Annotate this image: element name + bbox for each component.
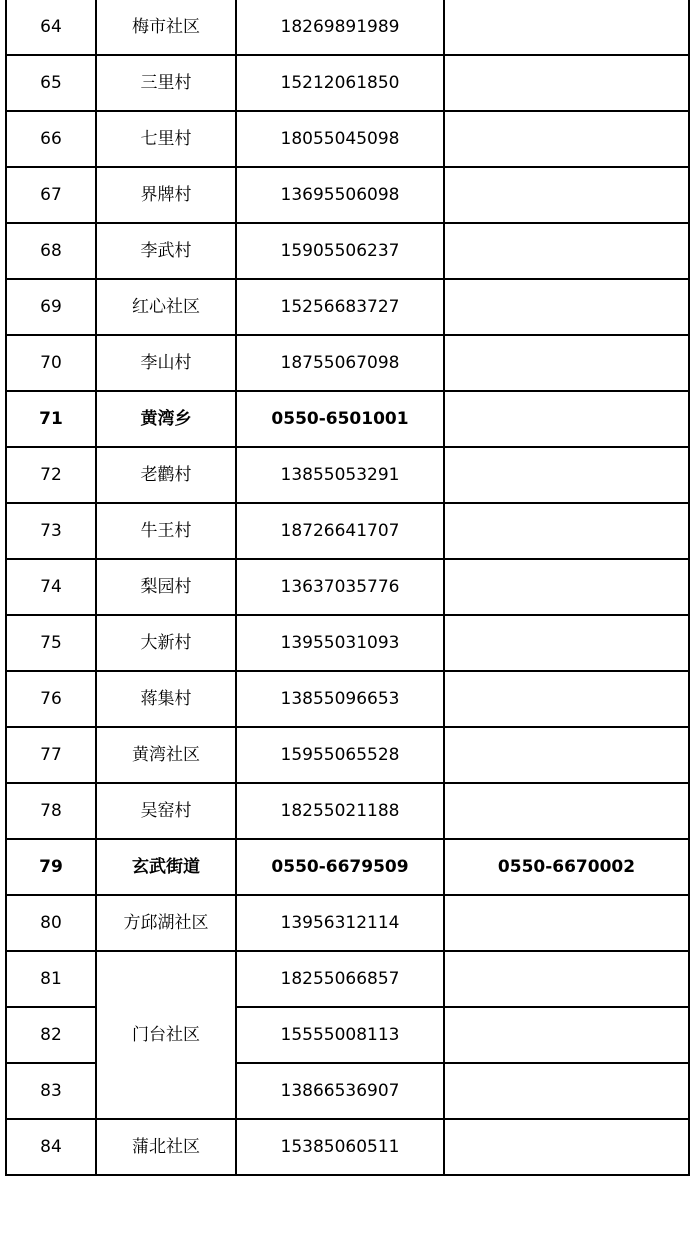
- phone-number: 13866536907: [236, 1063, 444, 1119]
- row-number: 74: [6, 559, 96, 615]
- unit-name: 三里村: [96, 55, 236, 111]
- table-row: [6, 391, 689, 447]
- unit-name: 李武村: [96, 223, 236, 279]
- row-number: 79: [6, 839, 96, 895]
- unit-name: 玄武街道: [96, 839, 236, 895]
- table-row: [6, 279, 689, 335]
- table-row: [6, 335, 689, 391]
- phone-number: 18255021188: [236, 783, 444, 839]
- phone-number: 15555008113: [236, 1007, 444, 1063]
- phone-number: 13955031093: [236, 615, 444, 671]
- unit-name: 界牌村: [96, 167, 236, 223]
- phone-number: 18726641707: [236, 503, 444, 559]
- row-number: 64: [6, 0, 96, 55]
- table-row: [6, 783, 689, 839]
- secondary-phone: [444, 1063, 689, 1119]
- table-row: [6, 559, 689, 615]
- secondary-phone: [444, 335, 689, 391]
- unit-name: 蒋集村: [96, 671, 236, 727]
- table-body: [6, 0, 689, 1175]
- secondary-phone: 0550-6670002: [444, 839, 689, 895]
- table-row: [6, 111, 689, 167]
- secondary-phone: [444, 671, 689, 727]
- row-number: 84: [6, 1119, 96, 1175]
- row-number: 67: [6, 167, 96, 223]
- table-row: [6, 727, 689, 783]
- secondary-phone: [444, 1007, 689, 1063]
- secondary-phone: [444, 0, 689, 55]
- row-number: 72: [6, 447, 96, 503]
- phone-number: 0550-6501001: [236, 391, 444, 447]
- secondary-phone: [444, 559, 689, 615]
- unit-name: 吴窑村: [96, 783, 236, 839]
- secondary-phone: [444, 279, 689, 335]
- unit-name: 黄湾乡: [96, 391, 236, 447]
- row-number: 76: [6, 671, 96, 727]
- table-row: [6, 503, 689, 559]
- unit-name: 梨园村: [96, 559, 236, 615]
- phone-number: 13956312114: [236, 895, 444, 951]
- row-number: 78: [6, 783, 96, 839]
- unit-name: 梅市社区: [96, 0, 236, 55]
- unit-name: 老鹳村: [96, 447, 236, 503]
- secondary-phone: [444, 1119, 689, 1175]
- row-number: 71: [6, 391, 96, 447]
- phone-number: 13855053291: [236, 447, 444, 503]
- secondary-phone: [444, 615, 689, 671]
- table-row: [6, 167, 689, 223]
- table-row: [6, 0, 689, 55]
- phone-number: 18755067098: [236, 335, 444, 391]
- row-number: 66: [6, 111, 96, 167]
- secondary-phone: [444, 951, 689, 1007]
- row-number: 80: [6, 895, 96, 951]
- table-row: [6, 55, 689, 111]
- table-row: [6, 447, 689, 503]
- contact-table: [5, 0, 690, 1176]
- secondary-phone: [444, 895, 689, 951]
- secondary-phone: [444, 223, 689, 279]
- phone-number: 18055045098: [236, 111, 444, 167]
- secondary-phone: [444, 783, 689, 839]
- unit-name: 蒲北社区: [96, 1119, 236, 1175]
- unit-name: 大新村: [96, 615, 236, 671]
- row-number: 83: [6, 1063, 96, 1119]
- secondary-phone: [444, 447, 689, 503]
- table-row: [6, 671, 689, 727]
- secondary-phone: [444, 727, 689, 783]
- table-row: [6, 951, 689, 1007]
- phone-number: 0550-6679509: [236, 839, 444, 895]
- unit-name: 红心社区: [96, 279, 236, 335]
- row-number: 65: [6, 55, 96, 111]
- row-number: 70: [6, 335, 96, 391]
- secondary-phone: [444, 503, 689, 559]
- table-row: [6, 223, 689, 279]
- table-row: [6, 615, 689, 671]
- phone-number: 18255066857: [236, 951, 444, 1007]
- phone-number: 15905506237: [236, 223, 444, 279]
- table-row: [6, 895, 689, 951]
- unit-name: 李山村: [96, 335, 236, 391]
- secondary-phone: [444, 167, 689, 223]
- secondary-phone: [444, 391, 689, 447]
- row-number: 75: [6, 615, 96, 671]
- phone-number: 13855096653: [236, 671, 444, 727]
- phone-number: 15385060511: [236, 1119, 444, 1175]
- unit-name: 方邱湖社区: [96, 895, 236, 951]
- secondary-phone: [444, 111, 689, 167]
- unit-name: 黄湾社区: [96, 727, 236, 783]
- secondary-phone: [444, 55, 689, 111]
- phone-number: 13637035776: [236, 559, 444, 615]
- row-number: 81: [6, 951, 96, 1007]
- row-number: 82: [6, 1007, 96, 1063]
- phone-number: 15955065528: [236, 727, 444, 783]
- row-number: 68: [6, 223, 96, 279]
- unit-name: 牛王村: [96, 503, 236, 559]
- phone-number: 13695506098: [236, 167, 444, 223]
- row-number: 73: [6, 503, 96, 559]
- phone-number: 15212061850: [236, 55, 444, 111]
- phone-number: 18269891989: [236, 0, 444, 55]
- table-row: [6, 839, 689, 895]
- phone-number: 15256683727: [236, 279, 444, 335]
- unit-name: 七里村: [96, 111, 236, 167]
- row-number: 77: [6, 727, 96, 783]
- unit-name: 门台社区: [96, 951, 236, 1119]
- table-row: [6, 1119, 689, 1175]
- row-number: 69: [6, 279, 96, 335]
